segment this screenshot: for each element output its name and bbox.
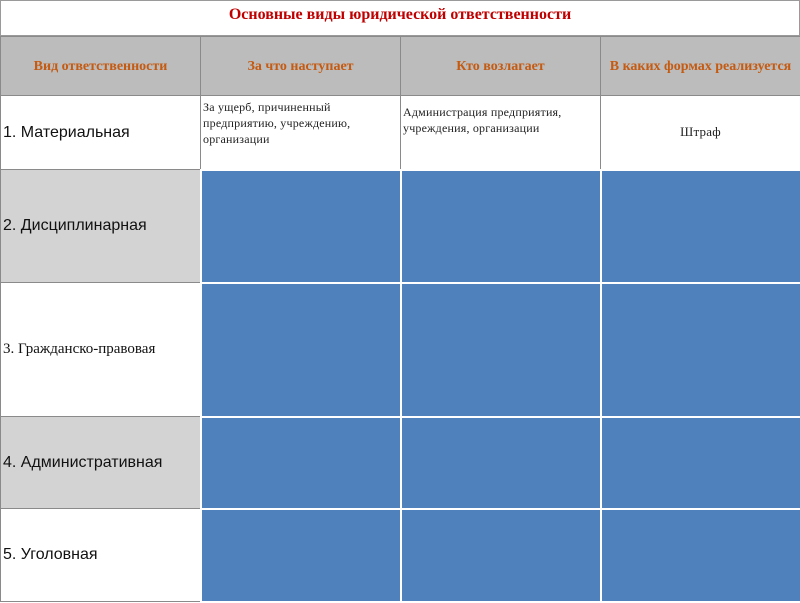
hidden-answer-cell[interactable]: [201, 417, 401, 509]
header-type: Вид ответственности: [1, 37, 201, 96]
table-header-row: [1, 37, 800, 96]
cell-who: Администрация предприятия, учреждения, организации: [401, 96, 601, 170]
table-row: [1, 170, 800, 283]
table-row: [1, 417, 800, 509]
table-row: [1, 509, 800, 602]
header-who: Кто возлагает: [401, 37, 601, 96]
hidden-answer-cell[interactable]: [401, 509, 601, 602]
hidden-answer-cell[interactable]: [401, 283, 601, 417]
header-what: За что наступает: [201, 37, 401, 96]
hidden-answer-cell[interactable]: [201, 283, 401, 417]
row-label: 2. Дисциплинарная: [1, 170, 201, 283]
hidden-answer-cell[interactable]: [201, 170, 401, 283]
page-title: Основные виды юридической ответственности: [0, 0, 800, 36]
responsibility-table: [0, 36, 800, 603]
table-row: [1, 283, 800, 417]
row-label: 5. Уголовная: [1, 509, 201, 602]
table-row: [1, 96, 800, 170]
row-label: 4. Административная: [1, 417, 201, 509]
cell-what: За ущерб, причиненный предприятию, учреждению, организации: [201, 96, 401, 170]
header-form: В каких формах реализуется: [601, 37, 800, 96]
hidden-answer-cell[interactable]: [601, 417, 800, 509]
hidden-answer-cell[interactable]: [601, 170, 800, 283]
cell-form: Штраф: [601, 96, 800, 170]
hidden-answer-cell[interactable]: [401, 417, 601, 509]
row-label: 3. Гражданско-правовая: [1, 283, 201, 417]
hidden-answer-cell[interactable]: [601, 509, 800, 602]
hidden-answer-cell[interactable]: [601, 283, 800, 417]
hidden-answer-cell[interactable]: [401, 170, 601, 283]
hidden-answer-cell[interactable]: [201, 509, 401, 602]
row-label: 1. Материальная: [1, 96, 201, 170]
